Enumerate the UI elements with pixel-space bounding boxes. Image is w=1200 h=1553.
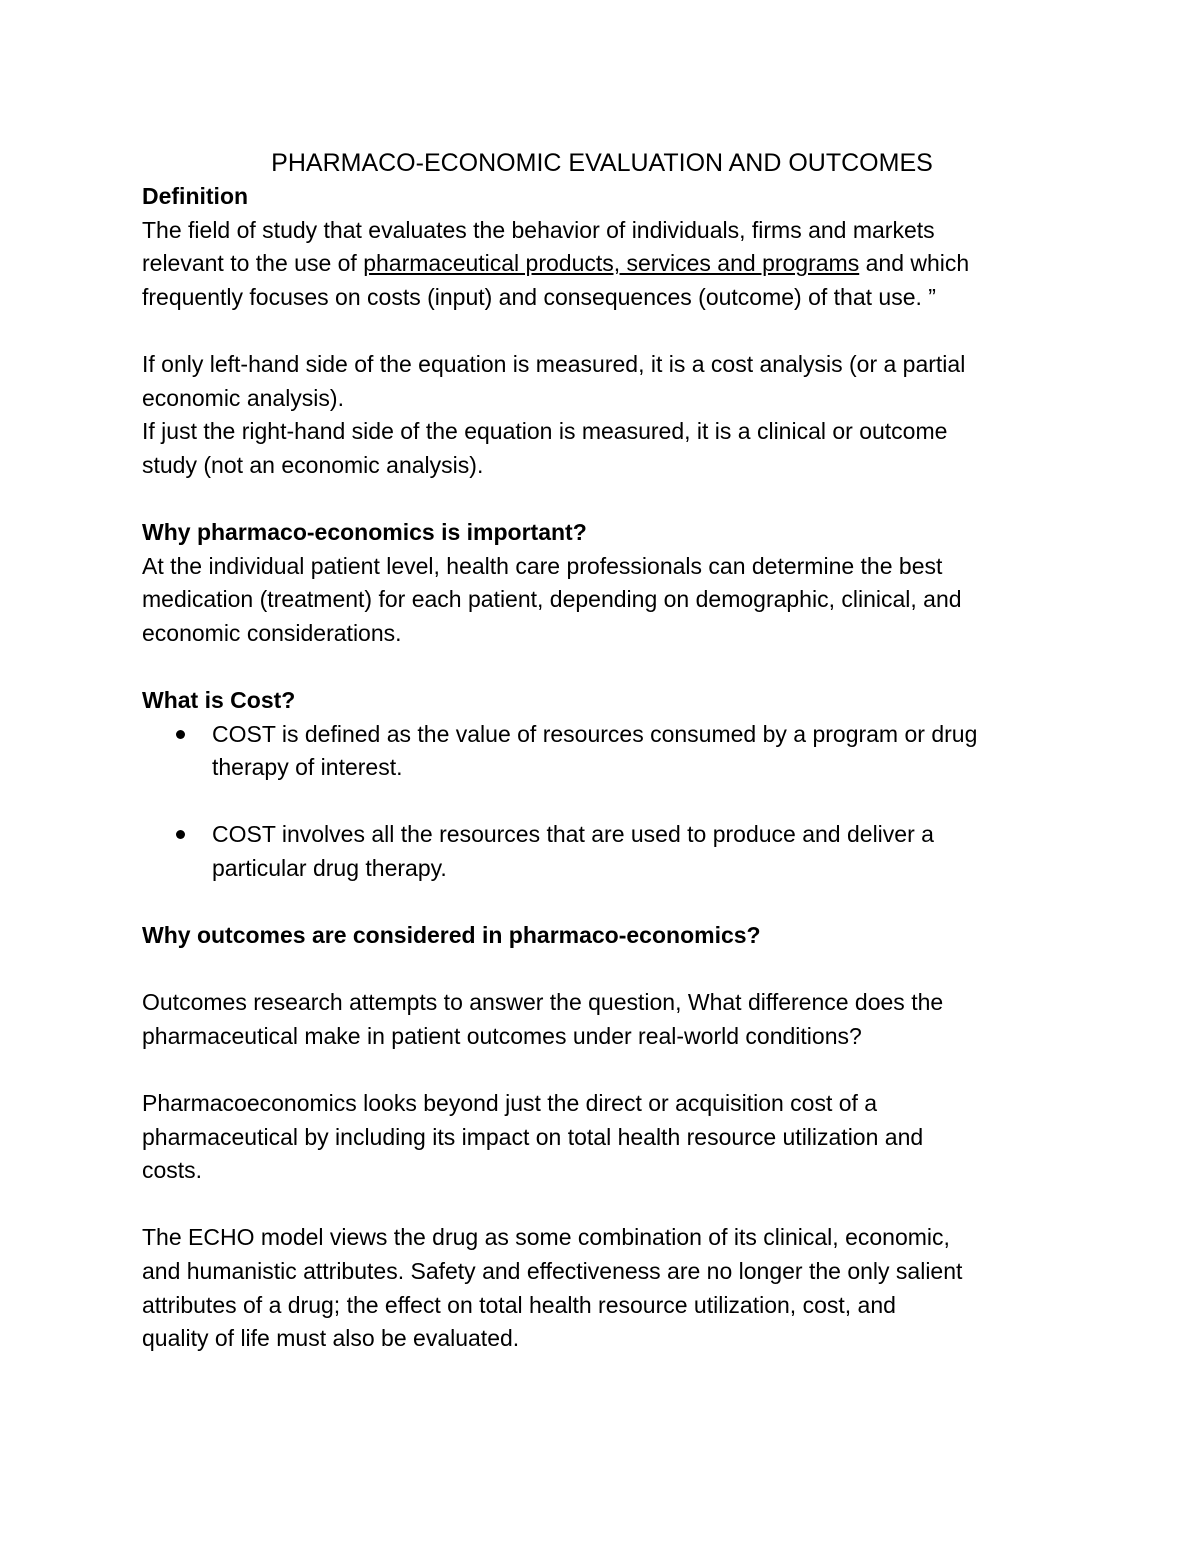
definition-line-3: frequently focuses on costs (input) and consequences (outcome) of that use. ” <box>142 283 936 310</box>
bullet-icon <box>176 830 185 839</box>
pharmacoeconomics-line-1: Pharmacoeconomics looks beyond just the direct or acquisition cost of a <box>142 1090 878 1117</box>
what-is-cost-heading: What is Cost? <box>142 686 296 713</box>
analysis-line-1: If only left-hand side of the equation is measured, it is a cost analysis (or a partial <box>142 350 966 377</box>
echo-line-1: The ECHO model views the drug as some combination of its clinical, economic, <box>142 1224 950 1251</box>
outcomes-line-2: pharmaceutical make in patient outcomes under real-world conditions? <box>142 1022 862 1049</box>
bullet-1-line-2: therapy of interest. <box>212 754 403 781</box>
pharmacoeconomics-line-3: costs. <box>142 1157 203 1184</box>
document-title: PHARMACO-ECONOMIC EVALUATION AND OUTCOMES <box>271 149 933 177</box>
spacer <box>142 1053 1062 1087</box>
definition-line-2 <box>142 247 1062 281</box>
why-important-line-3: economic considerations. <box>142 619 402 646</box>
outcomes-line-1: Outcomes research attempts to answer the question, What difference does the <box>142 989 944 1016</box>
bullet-2-line-2: particular drug therapy. <box>212 854 447 881</box>
why-important-heading: Why pharmaco-economics is important? <box>142 518 587 545</box>
spacer <box>142 785 1062 819</box>
why-outcomes-heading: Why outcomes are considered in pharmaco-economics? <box>142 922 761 949</box>
echo-line-3: attributes of a drug; the effect on total health resource utilization, cost, and <box>142 1291 896 1318</box>
pharmacoeconomics-line-2: pharmaceutical by including its impact on total health resource utilization and <box>142 1123 924 1150</box>
bullet-2-line-1: COST involves all the resources that are used to produce and deliver a <box>212 821 934 848</box>
spacer <box>142 953 1062 987</box>
analysis-line-2: economic analysis). <box>142 384 344 411</box>
definition-line-2-post: and which <box>859 250 970 277</box>
list-item <box>142 818 1062 885</box>
list-item <box>142 718 1062 785</box>
bullet-icon <box>176 730 185 739</box>
why-important-line-1: At the individual patient level, health care professionals can determine the best <box>142 552 943 579</box>
spacer <box>142 482 1062 516</box>
spacer <box>142 1188 1062 1222</box>
definition-line-2-pre: relevant to the use of <box>142 250 364 277</box>
bullet-1-line-1: COST is defined as the value of resources consumed by a program or drug <box>212 720 978 747</box>
analysis-line-4: study (not an economic analysis). <box>142 451 484 478</box>
echo-line-2: and humanistic attributes. Safety and effectiveness are no longer the only salient <box>142 1258 963 1284</box>
spacer <box>142 314 1062 348</box>
definition-line-1: The field of study that evaluates the behavior of individuals, firms and markets <box>142 216 935 243</box>
document-content <box>142 146 1062 1356</box>
definition-heading: Definition <box>142 183 249 209</box>
spacer <box>142 885 1062 919</box>
echo-line-4: quality of life must also be evaluated. <box>142 1325 520 1352</box>
spacer <box>142 650 1062 684</box>
why-important-line-2: medication (treatment) for each patient, depending on demographic, clinical, and <box>142 586 962 613</box>
pharmaceutical-products-link: pharmaceutical products, services and programs <box>363 250 860 277</box>
analysis-line-3: If just the right-hand side of the equation is measured, it is a clinical or outcome <box>142 418 948 445</box>
